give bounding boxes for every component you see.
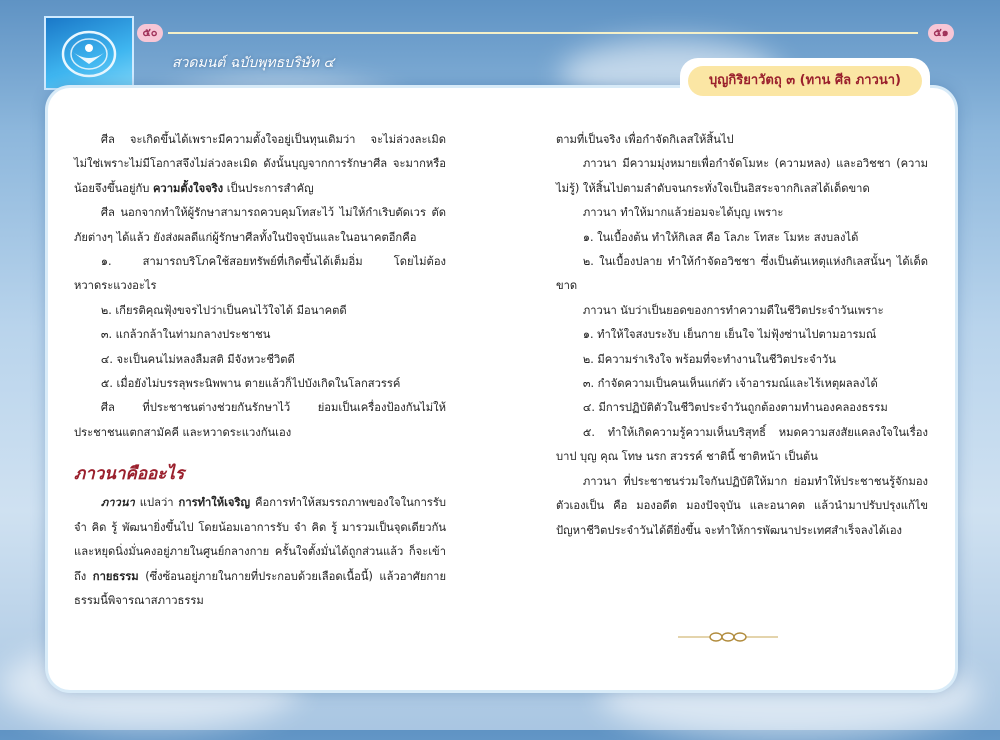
header-rule [168, 32, 918, 34]
paragraph: ภาวนา มีความมุ่งหมายเพื่อกำจัดโมหะ (ความหลง) และอวิชชา (ความไม่รู้) ให้สิ้นไปตามลำดับจนกระทั่งใจเป็นอิสระจากกิเลสได้เด็ดขาด [556, 157, 928, 195]
page-number-right: ๕๑ [928, 24, 954, 42]
list-item: ๕. ทำให้เกิดความรู้ความเห็นบริสุทธิ์ หมดความสงสัยแคลงใจในเรื่อง บาป บุญ คุณ โทษ นรก สวรรค์ ชาตินี้ ชาติหน้า เป็นต้น [556, 425, 928, 464]
left-column [74, 128, 446, 613]
emphasis: กายธรรม [92, 569, 139, 583]
paragraph [74, 491, 446, 613]
text: แปลว่า [134, 496, 179, 510]
emphasis: ภาวนา [100, 496, 135, 510]
list-item: ๑. ในเบื้องต้น ทำให้กิเลส คือ โลภะ โทสะ โมหะ สงบลงได้ [582, 230, 859, 244]
list-item: ๑. สามารถบริโภคใช้สอยทรัพย์ที่เกิดขึ้นได้เต็มอิ่ม โดยไม่ต้องหวาดระแวงอะไร [74, 255, 446, 293]
paragraph: ตามที่เป็นจริง เพื่อกำจัดกิเลสให้สิ้นไป [556, 133, 734, 146]
scroll-ornament [678, 629, 778, 645]
text: เป็นประการสำคัญ [223, 181, 314, 195]
list-item: ๑. ทำให้ใจสงบระงับ เย็นกาย เย็นใจ ไม่ฟุ้งซ่านไปตามอารมณ์ [582, 328, 877, 342]
list-item: ๓. กำจัดความเป็นคนเห็นแก่ตัว เจ้าอารมณ์และไร้เหตุผลลงได้ [582, 377, 878, 391]
list-item: ๕. เมื่อยังไม่บรรลุพระนิพพาน ตายแล้วก็ไปบังเกิดในโลกสวรรค์ [100, 377, 401, 391]
paragraph: ศีล ที่ประชาชนต่างช่วยกันรักษาไว้ ย่อมเป็นเครื่องป้องกันไม่ให้ประชาชนแตกสามัคคี และหวาดระแวงกันเอง [74, 401, 446, 439]
text: (ซึ่งซ้อนอยู่ภายในกายที่ประกอบด้วยเลือดเนื้อนี้) แล้วอาศัยกายธรรมนี้พิจารณาสภาวธรรม [74, 569, 447, 607]
paragraph [74, 128, 446, 201]
list-item: ๔. จะเป็นคนไม่หลงลืมสติ มีจังหวะชีวิตดี [100, 352, 295, 366]
list-item: ๒. เกียรติคุณฟุ้งขจรไปว่าเป็นคนไว้ใจได้ มีอนาคตดี [100, 303, 347, 317]
book-title: สวดมนต์ ฉบับพุทธบริษัท ๔ [172, 55, 335, 71]
paragraph: ศีล นอกจากทำให้ผู้รักษาสามารถควบคุมโทสะไว้ ไม่ให้กำเริบตัดเวร ตัดภัยต่างๆ ได้แล้ว ยังส่งผลดีแก่ผู้รักษาศีลทั้งในปัจจุบันและในอนาคตอีกคือ [74, 206, 446, 244]
section-title: บุญกิริยาวัตถุ ๓ (ทาน ศีล ภาวนา) [688, 66, 922, 96]
paragraph: ภาวนา นับว่าเป็นยอดของการทำความดีในชีวิตประจำวันเพราะ [582, 303, 884, 317]
page-number-left: ๕๐ [137, 24, 163, 42]
right-column [556, 128, 928, 543]
list-item: ๔. มีการปฏิบัติตัวในชีวิตประจำวันถูกต้องตามทำนองคลองธรรม [582, 401, 888, 415]
text: ศีล จะเกิดขึ้นได้เพราะมีความตั้งใจอยู่เป็นทุนเดิมว่า จะไม่ล่วงละเมิด ไม่ใช่เพราะไม่มีโอกาสจึงไม่ล่วงละเมิด ดังนั้นบุญจากการรักษาศีล จะมากหรือน้อยจึงขึ้นอยู่กับ [74, 133, 446, 195]
emphasis: การทำให้เจริญ [178, 496, 251, 510]
list-item: ๒. มีความร่าเริงใจ พร้อมที่จะทำงานในชีวิตประจำวัน [582, 352, 836, 366]
dharma-wheel-logo [44, 16, 134, 90]
paragraph: ภาวนา ทำให้มากแล้วย่อมจะได้บุญ เพราะ [582, 206, 784, 220]
section-heading: ภาวนาคืออะไร [74, 464, 185, 485]
list-item: ๒. ในเบื้องปลาย ทำให้กำจัดอวิชชา ซึ่งเป็นต้นเหตุแห่งกิเลสนั้นๆ ได้เด็ดขาด [556, 255, 928, 293]
paragraph: ภาวนา ที่ประชาชนร่วมใจกันปฏิบัติให้มาก ย่อมทำให้ประชาชนรู้จักมองตัวเองเป็น คือ มองอดีต มองปัจจุบัน และอนาคต แล้วนำมาปรับปรุงแก้ไขปัญหาชีวิตประจำวันได้ดียิ่งขึ้น จะทำให้การพัฒนาประเทศสำเร็จลงได้เอง [556, 474, 928, 537]
text: คือการทำให้สมรรถภาพของใจในการรับ จำ คิด รู้ พัฒนายิ่งขึ้นไป โดยน้อมเอาการรับ จำ คิด รู้ มารวมเป็นจุดเดียวกัน และหยุดนิ่งมั่นคงอยู่ภายในศูนย์กลางกาย ครั้นใจตั้งมั่นได้ถูกส่วนแล้ว ก็จะเข้าถึง [74, 496, 446, 583]
emphasis: ความตั้งใจจริง [152, 181, 224, 195]
list-item: ๓. แกล้วกล้าในท่ามกลางประชาชน [100, 328, 271, 342]
